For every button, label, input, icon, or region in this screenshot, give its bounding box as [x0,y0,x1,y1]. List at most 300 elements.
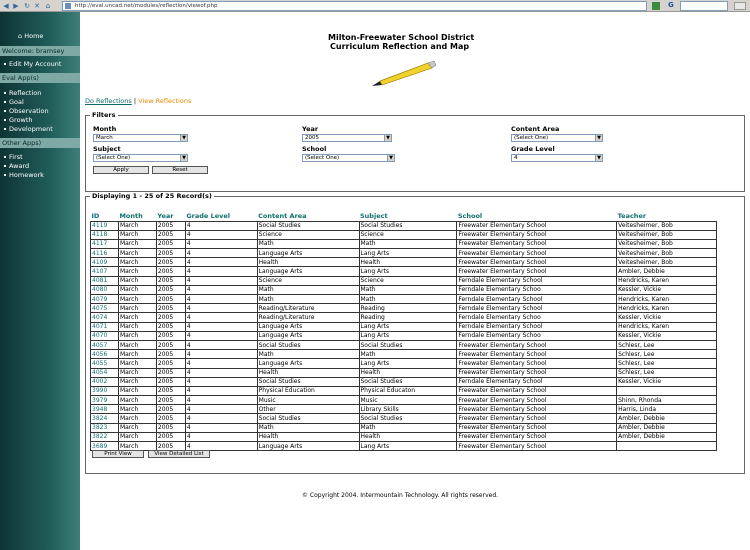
record-id-link[interactable]: 4070 [91,331,119,340]
table-cell: 2005 [156,276,185,285]
table-cell: Social Studies [257,340,359,349]
table-row [91,359,717,368]
table-cell: 2005 [156,432,185,441]
table-cell: Social Studies [359,340,457,349]
sidebar-item-label: First [9,153,23,161]
table-cell: 4 [185,386,257,395]
table-cell: Math [359,423,457,432]
table-row [91,414,717,423]
chevron-down-icon: ▼ [180,155,187,161]
table-cell: Kessler, Vickie [617,331,717,340]
chevron-down-icon: ▼ [384,135,391,141]
table-cell: Veitesheimer, Bob [617,258,717,267]
page-title: Curriculum Reflection and Map [330,42,470,51]
stop-icon[interactable]: ✕ [34,2,40,10]
table-cell: Language Arts [257,322,359,331]
table-cell: 2005 [156,295,185,304]
table-row [91,331,717,340]
record-id-link[interactable]: 3990 [91,386,119,395]
table-cell: Social Studies [257,221,359,230]
table-cell: March [118,442,156,451]
table-cell: 2005 [156,396,185,405]
table-cell: Math [257,295,359,304]
table-header-row [91,212,717,221]
record-id-link[interactable]: 4107 [91,267,119,276]
table-row [91,405,717,414]
footer-copyright: © Copyright 2004. Intermountain Technology. All rights reserved. [302,492,499,499]
table-cell: Freewater Elementary School [457,442,617,451]
table-cell: Lang Arts [359,322,457,331]
table-cell: Freewater Elementary School [457,386,617,395]
bullet-icon [4,156,6,158]
table-cell: March [118,359,156,368]
table-cell: Other [257,405,359,414]
column-header[interactable]: Year [157,212,174,221]
sidebar-item-label: Growth [9,116,33,124]
sidebar [0,12,80,550]
table-cell: 2005 [156,313,185,322]
table-cell: 4 [185,239,257,248]
table-cell: Reading [359,304,457,313]
column-header[interactable]: Subject [360,212,388,221]
eval-apps-heading: Eval App(s) [0,73,80,83]
table-cell: 4 [185,322,257,331]
record-id-link[interactable]: 4074 [91,313,119,322]
reset-button[interactable]: Reset [152,166,208,174]
column-header[interactable]: Grade Level [186,212,231,221]
table-cell: Lang Arts [359,249,457,258]
chevron-down-icon: ▼ [595,135,602,141]
filters-panel [85,111,745,192]
table-cell: Ferndale Elementary Schoo [457,313,617,322]
chevron-down-icon: ▼ [180,135,187,141]
table-cell: 4 [185,405,257,414]
table-row [91,221,717,230]
sidebar-item-reflection[interactable] [4,89,41,97]
table-cell: March [118,249,156,258]
table-cell: 4 [185,249,257,258]
record-id-link[interactable]: 4057 [91,340,119,349]
table-cell: 4 [185,368,257,377]
table-cell: Freewater Elementary School [457,350,617,359]
bullet-icon [4,119,6,121]
table-cell: Lang Arts [359,442,457,451]
chevron-down-icon: ▼ [595,155,602,161]
table-cell: 2005 [156,322,185,331]
column-header[interactable]: School [457,212,483,221]
table-cell: Freewater Elementary School [457,396,617,405]
record-id-link[interactable]: 3824 [91,414,119,423]
table-cell: Kessler, Vickie [617,377,717,386]
table-cell: Freewater Elementary School [457,368,617,377]
grade-level-value: 4 [514,155,518,161]
table-cell: 2005 [156,285,185,294]
table-cell: Health [257,368,359,377]
pencil-icon [368,60,438,90]
table-cell: Math [257,423,359,432]
table-cell: March [118,230,156,239]
table-cell: Freewater Elementary School [457,239,617,248]
welcome-label: Welcome: bramsey [0,46,80,56]
table-cell: Science [257,230,359,239]
record-id-link[interactable]: 4109 [91,258,119,267]
favicon-icon [65,3,71,9]
view-tabs [85,97,191,105]
table-cell: Lang Arts [359,267,457,276]
table-cell: 2005 [156,405,185,414]
table-cell: Kessler, Vickie [617,313,717,322]
table-cell: Reading [359,313,457,322]
browser-toolbar [0,0,750,12]
table-cell: Health [257,432,359,441]
table-cell [617,386,717,395]
table-cell: Math [257,239,359,248]
table-cell: Reading/Literature [257,313,359,322]
sidebar-item-homework[interactable] [4,171,44,179]
table-cell: March [118,313,156,322]
record-id-link[interactable]: 4118 [91,230,119,239]
table-cell: Physical Educaton [359,386,457,395]
table-cell: Ferndale Elementary School [457,322,617,331]
table-cell: March [118,340,156,349]
table-cell: Schlesr, Lee [617,359,717,368]
bullet-icon [4,63,6,65]
record-id-link[interactable]: 3689 [91,442,119,451]
table-cell: Language Arts [257,249,359,258]
table-row [91,304,717,313]
record-id-link[interactable]: 4116 [91,249,119,258]
sidebar-item-label: Homework [9,171,44,179]
year-label: Year [302,125,319,133]
district-title: Milton-Freewater School District [328,33,475,42]
table-cell: 2005 [156,221,185,230]
table-cell: Math [257,350,359,359]
content-area-value: (Select One) [514,135,549,141]
table-cell: Freewater Elementary School [457,230,617,239]
record-id-link[interactable]: 4071 [91,322,119,331]
tab-view-reflections[interactable]: View Reflections [138,97,192,105]
table-cell: 2005 [156,239,185,248]
table-cell: Social Studies [359,414,457,423]
table-cell: Language Arts [257,267,359,276]
sidebar-item-label: Goal [9,98,24,106]
bullet-icon [4,101,6,103]
filters-legend: Filters [92,111,116,119]
record-id-link[interactable]: 4117 [91,239,119,248]
table-row [91,340,717,349]
sidebar-item-first[interactable] [4,153,23,161]
table-cell: Math [257,285,359,294]
bullet-icon [4,165,6,167]
sidebar-item-goal[interactable] [4,98,24,106]
column-header[interactable]: ID [91,212,100,221]
table-cell: 4 [185,304,257,313]
table-cell: 4 [185,285,257,294]
content-area-label: Content Area [511,125,560,133]
record-id-link[interactable]: 3822 [91,432,119,441]
table-cell: Math [359,295,457,304]
table-cell: Hendricks, Karen [617,295,717,304]
sidebar-item-observation[interactable] [4,107,49,115]
content-area-select[interactable] [511,134,603,142]
table-cell: Social Studies [257,377,359,386]
table-cell: Science [257,276,359,285]
table-row [91,258,717,267]
table-cell: 4 [185,359,257,368]
table-cell: 2005 [156,423,185,432]
table-cell: Health [359,432,457,441]
table-cell: Shinn, Rhonda [617,396,717,405]
table-cell: Ambler, Debbie [617,432,717,441]
reload-icon[interactable]: ↻ [24,2,30,10]
table-cell: Schlesr, Lee [617,368,717,377]
table-cell: Math [359,239,457,248]
grade-level-select[interactable] [511,154,603,162]
table-cell: Music [257,396,359,405]
table-cell: Freewater Elementary School [457,340,617,349]
table-cell: 2005 [156,304,185,313]
table-cell: Health [359,258,457,267]
url-text: http://eval.uncad.net/modules/reflection/viewof.php [75,3,218,9]
table-cell: Science [359,276,457,285]
record-id-link[interactable]: 4119 [91,221,119,230]
table-cell: Health [359,368,457,377]
table-cell: March [118,258,156,267]
table-cell: Freewater Elementary School [457,221,617,230]
table-cell: Library Skills [359,405,457,414]
table-cell: 4 [185,442,257,451]
table-cell: March [118,423,156,432]
table-cell: March [118,386,156,395]
table-cell: March [118,304,156,313]
table-cell: March [118,267,156,276]
table-row [91,423,717,432]
table-cell: Freewater Elementary School [457,432,617,441]
sidebar-item-label: Reflection [9,89,42,97]
table-cell: 4 [185,377,257,386]
month-select[interactable] [93,134,188,142]
sidebar-item-label: Observation [9,107,49,115]
table-cell: 4 [185,396,257,405]
school-value: (Select One) [305,155,340,161]
table-row [91,432,717,441]
year-value: 2005 [305,135,319,141]
school-label: School [302,145,327,153]
table-cell: Freewater Elementary School [457,249,617,258]
table-cell: Lang Arts [359,331,457,340]
table-cell: 4 [185,423,257,432]
sidebar-item-label: Award [9,162,30,170]
table-cell: Social Studies [257,414,359,423]
table-cell: 2005 [156,230,185,239]
table-row [91,368,717,377]
table-cell: Reading/Literature [257,304,359,313]
table-cell: 4 [185,258,257,267]
table-cell: 2005 [156,377,185,386]
subject-value: (Select One) [96,155,131,161]
table-cell: 4 [185,340,257,349]
record-id-link[interactable]: 3823 [91,423,119,432]
table-cell: Ferndale Elementary School [457,304,617,313]
table-cell: 4 [185,331,257,340]
table-cell: March [118,377,156,386]
table-cell: 2005 [156,368,185,377]
column-header[interactable]: Content Area [258,212,307,221]
table-cell: 2005 [156,331,185,340]
table-cell: Lang Arts [359,359,457,368]
table-cell: Ferndale Elementary Schoo [457,285,617,294]
table-cell: Freewater Elementary School [457,267,617,276]
table-cell: 4 [185,230,257,239]
table-cell: Veitesheimer, Bob [617,239,717,248]
table-cell: Freewater Elementary School [457,423,617,432]
table-cell: Music [359,396,457,405]
table-cell: Social Studies [359,377,457,386]
year-select[interactable] [302,134,392,142]
record-id-link[interactable]: 3948 [91,405,119,414]
bullet-icon [4,174,6,176]
record-id-link[interactable]: 4081 [91,276,119,285]
month-value: March [96,135,113,141]
table-cell: March [118,221,156,230]
table-cell: March [118,285,156,294]
apply-button[interactable]: Apply [93,166,149,174]
table-cell: 4 [185,276,257,285]
table-cell: Social Studies [359,221,457,230]
table-cell: March [118,295,156,304]
search-input[interactable] [680,1,728,11]
grade-level-label: Grade Level [511,145,555,153]
table-row [91,230,717,239]
subject-select[interactable] [93,154,188,162]
print-view-button[interactable]: Print View [92,450,144,458]
table-cell: 2005 [156,249,185,258]
record-id-link[interactable]: 4079 [91,295,119,304]
table-row [91,396,717,405]
record-id-link[interactable]: 4080 [91,285,119,294]
view-detailed-list-button[interactable]: View Detailed List [148,450,210,458]
table-cell: Language Arts [257,359,359,368]
month-label: Month [93,125,117,133]
home-icon[interactable]: ⌂ [45,2,51,10]
column-header[interactable]: Teacher [617,212,647,221]
table-cell: Freewater Elementary School [457,405,617,414]
table-cell: Math [359,285,457,294]
edit-account-link[interactable] [4,60,61,68]
table-cell: 4 [185,295,257,304]
record-id-link[interactable]: 4002 [91,377,119,386]
school-select[interactable] [302,154,395,162]
table-cell: March [118,331,156,340]
edit-account-label: Edit My Account [9,60,62,68]
table-row [91,276,717,285]
table-cell: Freewater Elementary School [457,359,617,368]
table-cell: Science [359,230,457,239]
table-cell: Schlesr, Lee [617,340,717,349]
table-cell: 2005 [156,386,185,395]
record-id-link[interactable]: 4055 [91,359,119,368]
table-cell: Hendricks, Karen [617,322,717,331]
sidebar-home-link[interactable]: ⌂ Home [18,32,44,40]
table-cell: 2005 [156,414,185,423]
table-cell: Ambler, Debbie [617,423,717,432]
chevron-down-icon: ▼ [387,155,394,161]
table-cell: Ferndale Elementary School [457,276,617,285]
results-table [90,212,717,451]
table-cell: March [118,276,156,285]
table-cell: Hendricks, Karen [617,304,717,313]
other-apps-heading: Other Apps) [0,138,80,148]
forward-icon[interactable]: ▶ [13,2,19,10]
sidebar-item-growth[interactable] [4,116,33,124]
tab-do-reflections[interactable]: Do Reflections [85,97,132,105]
address-bar[interactable] [62,1,647,11]
sidebar-item-development[interactable] [4,125,53,133]
table-cell: Ferndale Elementary Schoo [457,331,617,340]
table-cell: March [118,432,156,441]
column-header[interactable]: Month [119,212,143,221]
table-cell: 4 [185,267,257,276]
table-row [91,377,717,386]
go-icon[interactable] [652,2,660,10]
table-cell: March [118,322,156,331]
table-cell: 4 [185,414,257,423]
tab-separator: | [133,97,137,105]
back-icon[interactable]: ◀ [3,2,9,10]
table-row [91,295,717,304]
record-id-link[interactable]: 4054 [91,368,119,377]
table-row [91,267,717,276]
table-cell: 2005 [156,442,185,451]
bullet-icon [4,128,6,130]
home-label: Home [24,32,44,40]
table-row [91,249,717,258]
table-cell: March [118,414,156,423]
table-cell: March [118,368,156,377]
table-cell: Freewater Elementary School [457,258,617,267]
table-cell: 2005 [156,258,185,267]
table-cell: March [118,405,156,414]
table-cell: Ambler, Debbie [617,414,717,423]
table-cell: Hendricks, Karen [617,276,717,285]
table-cell: Kessler, Vickie [617,285,717,294]
table-cell: 2005 [156,267,185,276]
table-row [91,239,717,248]
table-cell: March [118,239,156,248]
table-cell: 4 [185,221,257,230]
menu-icon[interactable] [734,2,746,10]
table-cell: Math [359,350,457,359]
table-cell: March [118,396,156,405]
table-cell: 4 [185,350,257,359]
record-id-link[interactable]: 4075 [91,304,119,313]
record-id-link[interactable]: 3979 [91,396,119,405]
table-cell: Language Arts [257,331,359,340]
table-cell: Harris, Linda [617,405,717,414]
sidebar-item-label: Development [9,125,53,133]
table-cell: March [118,350,156,359]
record-id-link[interactable]: 4056 [91,350,119,359]
table-cell: Ferndale Elementary School [457,377,617,386]
table-cell: Veitesheimer, Bob [617,230,717,239]
table-cell: Veitesheimer, Bob [617,221,717,230]
table-cell: Schlesr, Lee [617,350,717,359]
table-cell: Veitesheimer, Bob [617,249,717,258]
table-cell: Health [257,258,359,267]
table-cell: 4 [185,432,257,441]
sidebar-item-award[interactable] [4,162,29,170]
subject-label: Subject [93,145,121,153]
